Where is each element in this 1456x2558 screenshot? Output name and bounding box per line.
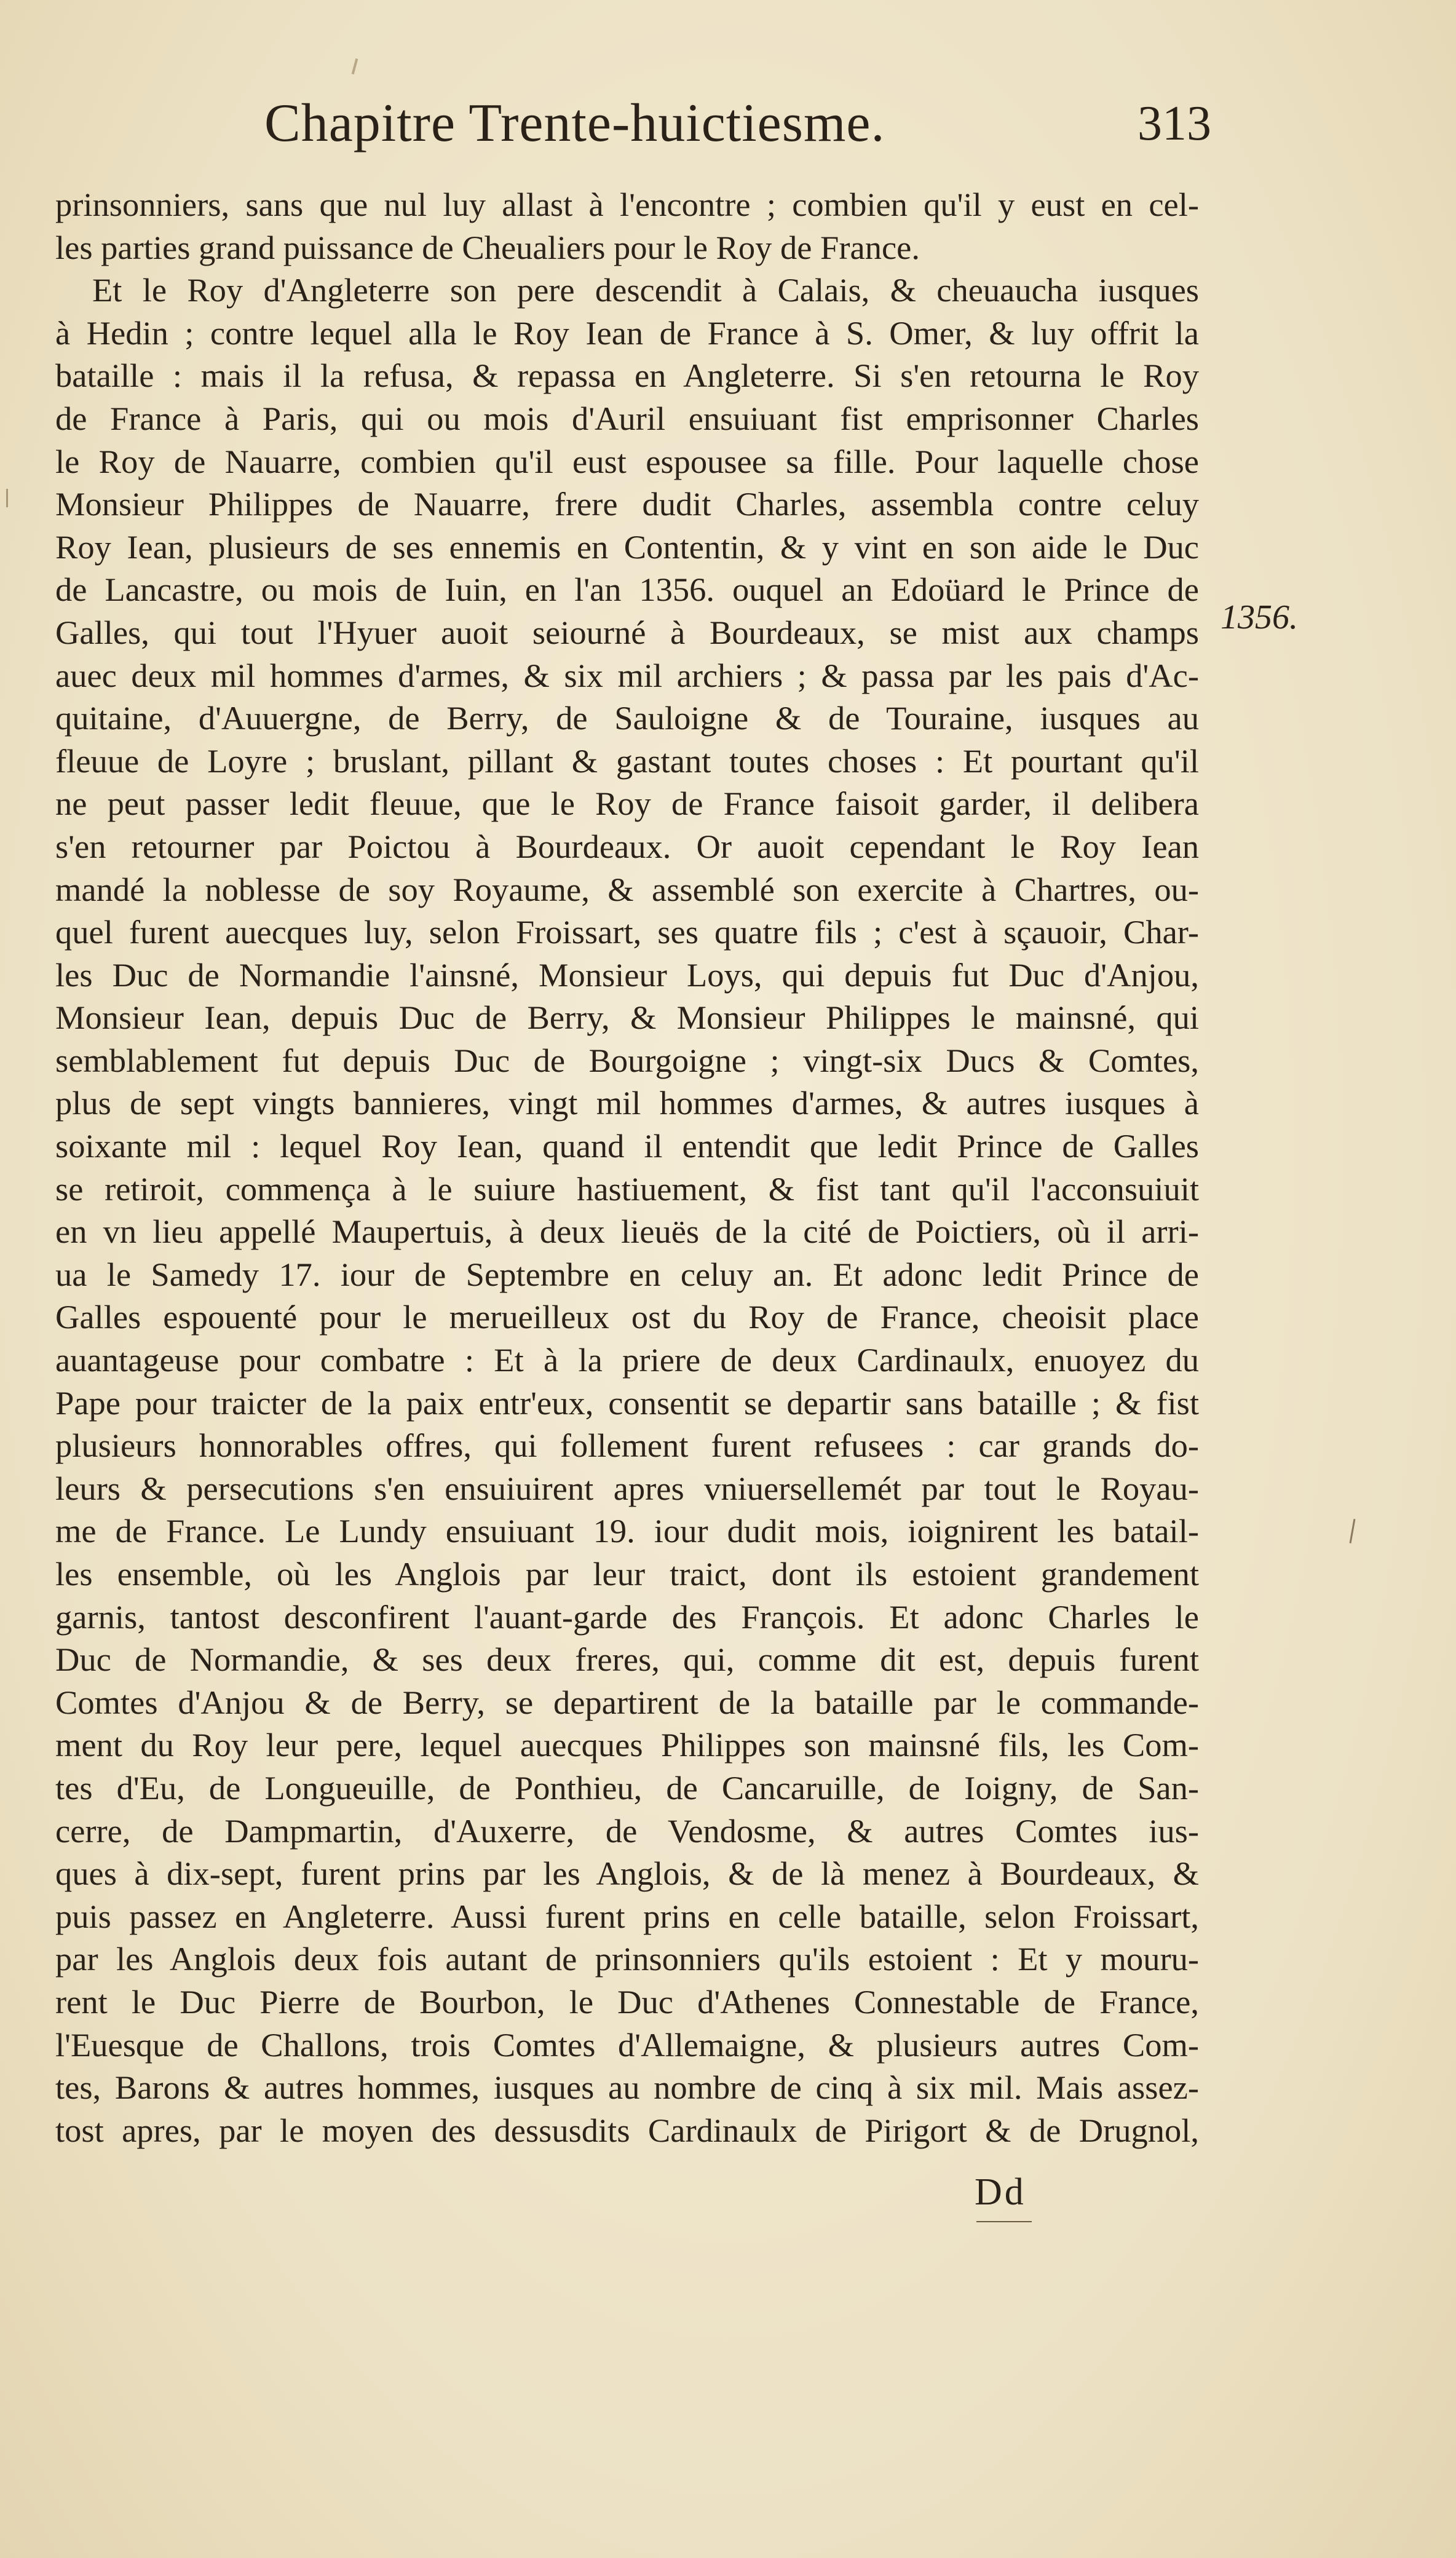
text-line: Monsieur Iean, depuis Duc de Berry, & Monsieur Philippes le mainsné, qui [55,999,1199,1037]
text-line: plus de sept vingts bannieres, vingt mil hommes d'armes, & autres iusques à [55,1084,1199,1122]
text-line: Pape pour traicter de la paix entr'eux, consentit se departir sans bataille ; & fist [55,1384,1199,1422]
text-line: tes d'Eu, de Longueuille, de Ponthieu, de Cancaruille, de Ioigny, de San- [55,1768,1199,1807]
text-line: tost apres, par le moyen des dessusdits Cardinaulx de Pirigort & de Drugnol, [55,2111,1199,2149]
text-line: ment du Roy leur pere, lequel auecques Philippes son mainsné fils, les Com- [55,1726,1199,1764]
text-line: puis passez en Angleterre. Aussi furent prins en celle bataille, selon Froissart, [55,1897,1199,1935]
text-line: rent le Duc Pierre de Bourbon, le Duc d'Athenes Connestable de France, [55,1982,1199,2021]
margin-note-year: 1356. [1221,598,1298,636]
text-line: mandé la noblesse de soy Royaume, & assemblé son exercite à Chartres, ou- [55,870,1199,908]
signature-mark: Dd [975,2171,1026,2213]
text-line: les ensemble, où les Anglois par leur traict, dont ils estoient grandement [55,1555,1199,1593]
text-line: se retiroit, commença à le suiure hastiuement, & fist tant qu'il l'acconsuiuit [55,1170,1199,1208]
text-line: semblablement fut depuis Duc de Bourgoigne ; vingt-six Ducs & Comtes, [55,1041,1199,1079]
body-text [55,183,1199,2152]
text-line: plusieurs honnorables offres, qui follement furent refusees : car grands do- [55,1427,1199,1465]
text-line: Galles, qui tout l'Hyuer auoit seiourné à Bourdeaux, se mist aux champs [55,613,1199,651]
text-line: Roy Iean, plusieurs de ses ennemis en Contentin, & y vint en son aide le Duc [55,528,1199,566]
text-line: quel furent auecques luy, selon Froissart, ses quatre fils ; c'est à sçauoir, Char- [55,913,1199,951]
running-title: Chapitre Trente-huictiesme. [264,93,885,153]
ink-speck [6,489,8,507]
text-line: de Lancastre, ou mois de Iuin, en l'an 1356. ouquel an Edoüard le Prince de [55,571,1199,609]
text-line: à Hedin ; contre lequel alla le Roy Iean de France à S. Omer, & luy offrit la [55,314,1199,352]
text-line: leurs & persecutions s'en ensuiuirent apres vniuersellemét par tout le Royau- [55,1469,1199,1507]
text-line: cerre, de Dampmartin, d'Auxerre, de Vendosme, & autres Comtes ius- [55,1812,1199,1850]
ink-speck [1350,1519,1356,1543]
text-line: en vn lieu appellé Maupertuis, à deux lieuës de la cité de Poictiers, où il arri- [55,1213,1199,1251]
text-line: prinsonniers, sans que nul luy allast à l'encontre ; combien qu'il y eust en cel- [55,186,1199,223]
text-line: soixante mil : lequel Roy Iean, quand il entendit que ledit Prince de Galles [55,1127,1199,1165]
text-line: bataille : mais il la refusa, & repassa en Angleterre. Si s'en retourna le Roy [55,357,1199,395]
text-line: l'Euesque de Challons, trois Comtes d'Allemaigne, & plusieurs autres Com- [55,2025,1199,2064]
text-line: par les Anglois deux fois autant de prinsonniers qu'ils estoient : Et y mouru- [55,1940,1199,1978]
text-line: Monsieur Philippes de Nauarre, frere dudit Charles, assembla contre celuy [55,485,1199,523]
page-header [55,92,1211,178]
page-number: 313 [1138,97,1211,151]
text-line: Duc de Normandie, & ses deux freres, qui, comme dit est, depuis furent [55,1641,1199,1679]
text-line: Galles espouenté pour le merueilleux ost du Roy de France, cheoisit place [55,1298,1199,1336]
text-line: fleuue de Loyre ; bruslant, pillant & gastant toutes choses : Et pourtant qu'il [55,742,1199,780]
text-line: auantageuse pour combatre : Et à la priere de deux Cardinaulx, enuoyez du [55,1341,1199,1379]
text-line: auec deux mil hommes d'armes, & six mil archiers ; & passa par les pais d'Ac- [55,656,1199,694]
ink-speck [352,58,358,74]
text-line: ua le Samedy 17. iour de Septembre en celuy an. Et adonc ledit Prince de [55,1255,1199,1293]
text-line: ques à dix-sept, furent prins par les Anglois, & de là menez à Bourdeaux, & [55,1855,1199,1893]
text-line: le Roy de Nauarre, combien qu'il eust espousee sa fille. Pour laquelle chose [55,442,1199,480]
signature-rule [976,2221,1032,2222]
text-line: ne peut passer ledit fleuue, que le Roy de France faisoit garder, il delibera [55,785,1199,823]
text-line: tes, Barons & autres hommes, iusques au nombre de cinq à six mil. Mais assez- [55,2069,1199,2107]
text-line: Et le Roy d'Angleterre son pere descendit à Calais, & cheuaucha iusques [92,271,1199,309]
text-line: quitaine, d'Auuergne, de Berry, de Sauloigne & de Touraine, iusques au [55,699,1199,737]
text-line: s'en retourner par Poictou à Bourdeaux. Or auoit cependant le Roy Iean [55,827,1199,865]
text-line: les Duc de Normandie l'ainsné, Monsieur Loys, qui depuis fut Duc d'Anjou, [55,956,1199,994]
text-line: me de France. Le Lundy ensuiuant 19. iour dudit mois, ioignirent les batail- [55,1512,1199,1550]
text-line: Comtes d'Anjou & de Berry, se departirent de la bataille par le commande- [55,1683,1199,1721]
text-line: de France à Paris, qui ou mois d'Auril ensuiuant fist emprisonner Charles [55,399,1199,437]
text-line: les parties grand puissance de Cheualiers pour le Roy de France. [55,228,920,266]
text-line: garnis, tantost desconfirent l'auant-garde des François. Et adonc Charles le [55,1598,1199,1636]
